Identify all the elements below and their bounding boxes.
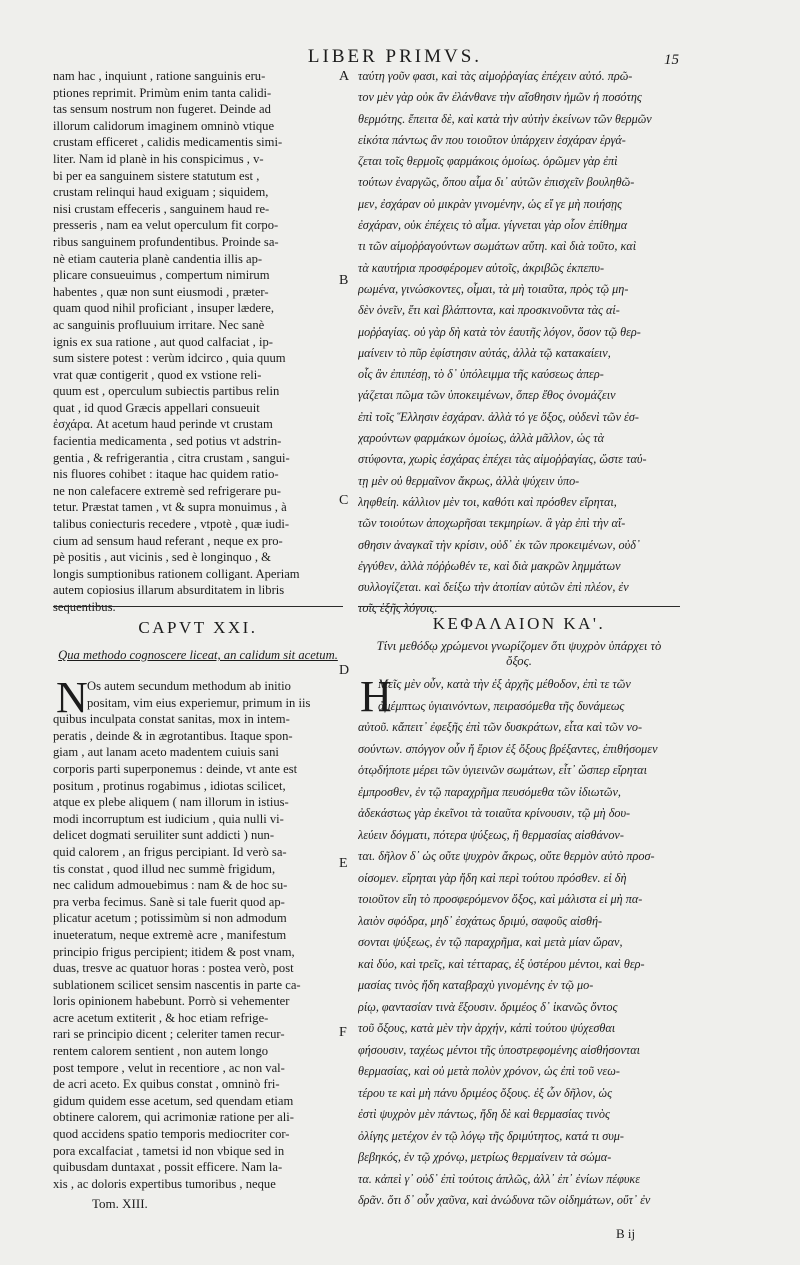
text-line: gidum quidem esse acetum, sed quendam etiam: [53, 1093, 294, 1108]
text-line: τῃ μὲν οὐ θερμαῖνον ἄκρως, ἀλλὰ ψύχειν ὑπο-: [358, 473, 580, 488]
text-line: obtinere calorem, qui acrimoniæ ratione per ali-: [53, 1110, 294, 1125]
text-line: τον μὲν γὰρ οὐκ ἂν ἐλάνθανε τὴν αἴσθησιν ἡμῶν ἡ ποσότης: [358, 90, 642, 105]
text-line: ἐγγύθεν, ἀλλὰ πόῤῥωθέν τε, καὶ διὰ μακρῶν λημμάτων: [358, 558, 621, 573]
text-line: quibusdam duntaxat , possit efficere. Nam la-: [53, 1160, 283, 1175]
text-line: quam quod nihil proficiant , insuper lædere,: [53, 301, 275, 316]
text-line: illorum calidorum imaginem omninò vtique: [53, 118, 275, 133]
text-line: pra verba fecimus. Sanè si tale fuerit quod ap-: [53, 894, 285, 909]
text-line: ληφθείη. κάλλιον μὲν τοι, καθότι καὶ πρόσθεν εἴρηται,: [358, 494, 617, 509]
text-line: ται. δῆλον δ᾽ ὡς οὔτε ψυχρὸν ἄκρως, οὔτε θερμὸν αὐτὸ προσ-: [358, 849, 655, 863]
text-line: tis constat , quod illud nec summè frigidum,: [53, 861, 276, 876]
text-line: loris opinionem habebunt. Porrò si vehementer: [53, 994, 290, 1009]
latin-text-top: [53, 68, 343, 616]
text-line: quat , id quod Græcis appellari consueuit: [53, 400, 260, 415]
text-line: crustam relinqui haud exiguam ; siquidem,: [53, 185, 269, 200]
text-line: ignis ex sua ratione , aut quod calfaciat , ip-: [53, 334, 273, 349]
margin-letter: C: [339, 493, 349, 508]
text-line: autem copiosius illarum absurditatem in libris: [53, 583, 285, 598]
text-line: modi incorruptum est iudicium , quia nulli vi-: [53, 811, 284, 826]
text-line: ἀμέμπτως ὑγιαινόντων, πειρασόμεθα τῆς δυνάμεως: [378, 698, 625, 713]
text-line: atque ex plebe aliquem ( nam illorum in istius-: [53, 795, 289, 810]
text-line: peratis , deinde & in ægrotantibus. Itaque spon-: [53, 728, 293, 743]
text-line: ptiones reprimit. Primùm enim tanta calidi-: [53, 85, 272, 100]
text-line: ὁτῳδήποτε μέρει τῶν ὑγιεινῶν σωμάτων, εἶτ᾽ ὥσπερ εἴρηται: [358, 763, 647, 777]
text-line: talibus coniecturis recedere , vtpotè , quæ iudi-: [53, 517, 290, 532]
running-head: LIBER PRIMVS.: [307, 46, 483, 67]
text-line: sum sistere potest : verùm idcirco , quia quum: [53, 351, 286, 366]
margin-letter: B: [339, 273, 349, 288]
text-line: acre acetum extiterit , & hoc etiam refrige-: [53, 1010, 269, 1025]
text-line: rentem calorem sentient , non autem longo: [53, 1044, 269, 1059]
drop-cap: Η: [360, 672, 392, 721]
text-line: φήσουσιν, ταχέως μέντοι τῆς ὑποστρεφομένης αἰσθήσονται: [358, 1042, 641, 1057]
text-line: ἐστὶ ψυχρὸν μὲν πάντως, ἤδη δὲ καὶ θερμασίας τινὸς: [358, 1107, 610, 1121]
section-rule: [358, 606, 680, 607]
drop-cap: N: [56, 673, 88, 722]
text-line: duas, tresve ac quatuor horas : postea verò, post: [53, 961, 294, 976]
text-line: liter. Nam id planè in his conspicimus , v-: [53, 151, 264, 166]
text-line: sequentibus.: [53, 600, 116, 614]
text-line: χαρούντων φαρμάκων ὁμοίως, ἀλλὰ μᾶλλον, ὡς τὰ: [358, 431, 605, 446]
text-line: Os autem secundum methodum ab initio: [87, 679, 291, 693]
margin-letter: D: [339, 663, 350, 678]
text-line: habentes , quæ non sunt eiusmodi , præter-: [53, 284, 269, 299]
text-line: ρωμένα, γινώσκοντες, οἶμαι, τὰ μὴ τοιαῦτα, πρὸς τῷ μη-: [358, 281, 629, 296]
text-line: gentia , & refrigerantia , citra crustam , sangui-: [53, 450, 290, 465]
text-line: μοῤῥαγίας. οὐ γὰρ δὴ κατὰ τὸν ἑαυτῆς λόγον, ὅσον τῷ θερ-: [358, 324, 641, 339]
text-line: crustam efficeret , calidis medicamentis simi-: [53, 135, 283, 150]
text-line: τῶν τοιούτων ἀποχωρῆσαι τεκμηρίων. ἃ γὰρ ἐπὶ τὴν αἴ-: [358, 516, 626, 531]
text-line: quod accidens spatio temporis mediocriter cor-: [53, 1127, 290, 1142]
text-line: tas sensum nostrum non fugeret. Deinde ad: [53, 102, 271, 117]
text-line: ἐσχάρα. At acetum haud perinde vt crustam: [53, 417, 273, 432]
greek-text-chapter: [358, 674, 680, 1212]
text-line: quibus inculpata constat sanitas, mox in intem-: [53, 712, 290, 727]
text-line: Μεῖς μὲν οὖν, κατὰ τὴν ἐξ ἀρχῆς μέθοδον, ἐπὶ τε τῶν: [378, 677, 631, 691]
text-line: nis fluores cohibet : itaque hac quidem ratio-: [53, 467, 279, 482]
text-line: στύφοντα, χωρὶς ἐσχάρας ἐπέχει τὰς αἱμοῤῥαγίας, ὥστε ταύ-: [358, 452, 647, 467]
text-line: plicare consueuimus , compertum nimirum: [53, 268, 270, 283]
text-line: positum , protinus rogabimus , idiotas scilicet,: [53, 778, 286, 793]
text-line: μασίας τινὸς ἤδη καταβραχὺ γινομένης ἐν τῷ μο-: [358, 978, 594, 992]
text-line: quid calorem , an frigus percipiant. Id verò sa-: [53, 844, 287, 859]
text-line: pè positis , aut vicinis , sed è longinquo , &: [53, 550, 271, 565]
text-line: θερμότης. ἔπειτα δὲ, καὶ κατὰ τὴν αὐτὴν ἐκείνων τῶν θερμῶν: [358, 111, 652, 126]
latin-text-chapter: [53, 673, 343, 1192]
signature-mark: B ij: [616, 1226, 636, 1241]
text-line: καὶ δύο, καὶ τρεῖς, καὶ τέτταρας, ἐξ ὑστέρου μέντοι, καὶ θερ-: [358, 956, 645, 971]
text-line: tetur. Præstat tamen , vt & supra monuimus , à: [53, 500, 287, 515]
page-number: 15: [664, 52, 679, 68]
text-line: τι τῶν αἱμοῤῥαγούντων σωμάτων αὕτη. καὶ διὰ τοῦτο, καὶ: [358, 239, 637, 254]
text-line: nè etiam cauteria planè candentia illis ap-: [53, 251, 263, 266]
text-line: ἀδεκάστως γὰρ ἐκεῖνοι τὰ τοιαῦτα κρίνουσιν, τῷ μὴ δου-: [358, 806, 631, 820]
text-line: nec calidum admouebimus : nam & de hoc su-: [53, 878, 288, 893]
text-line: longis sumptionibus rationem colligant. Aperiam: [53, 566, 300, 581]
text-line: οἷς ἂν ἐπιπέσῃ, τὸ δ᾽ ὑπόλειμμα τῆς καύσεως ἀπερ-: [358, 367, 604, 382]
text-line: giam , aut lanam aceto madentem cuiuis sani: [53, 745, 279, 760]
text-line: δὲν ὀνεῖν, ἔτι καὶ βλάπτοντα, καὶ προσκινοῦντα τὰς αἱ-: [358, 303, 620, 318]
text-line: cium ad sensum haud referant , neque ex pro-: [53, 533, 283, 548]
text-line: τέρου τε καὶ μὴ πάνυ δριμέος ὄξους. ἐξ ὧν δῆλον, ὡς: [358, 1085, 613, 1100]
text-line: principio frigus percipient; itidem & post vnam,: [53, 944, 295, 959]
greek-chapter-title: ΚΕΦΑΛΑΙΟΝ ΚΑ'.: [432, 614, 606, 633]
text-line: vrat quæ contigerit , quod ex vstione reli-: [53, 367, 262, 382]
text-line: αὐτοῦ. κἄπειτ᾽ ἐφεξῆς ἐπὶ τῶν δυσκράτων, εἶτα καὶ τῶν νο-: [358, 720, 643, 734]
text-line: nam hac , inquiunt , ratione sanguinis eru-: [53, 69, 266, 83]
text-line: μαίνειν τὸ πῦρ ἐφίστησιν αὐτάς, ἀλλὰ τῷ κατακαίειν,: [358, 345, 611, 360]
text-line: μεν, ἐσχάραν οὐ μικρὰν γινομένην, ὡς εἴ γε μὴ ποιήσῃς: [358, 196, 623, 211]
latin-chapter-subtitle: Qua methodo cognoscere liceat, an calidum sit acetum.: [58, 648, 338, 662]
text-line: plicatur acetum ; potissimùm si non admodum: [53, 911, 287, 926]
text-line: de acri aceto. Ex quibus constat , omninò fri-: [53, 1077, 280, 1092]
section-rule: [53, 606, 343, 607]
text-line: σθησιν ἀναγκαῖ τὴν κρίσιν, οὐδ᾽ ἐκ τῶν προκειμένων, οὐδ᾽: [358, 537, 640, 552]
text-line: pora excalfaciat , tametsi id non vbique sed in: [53, 1143, 285, 1158]
text-line: ribus sanguinem profundentibus. Proinde sa-: [53, 234, 279, 249]
text-line: τοῦ ὄξους, κατὰ μὲν τὴν ἀρχήν, κἀπὶ τούτου ψύχεσθαι: [358, 1021, 616, 1035]
text-line: positam, vim eius experiemur, primum in iis: [87, 695, 311, 710]
text-line: ἐσχάραν, οὐκ ἐπέχεις τὸ αἷμα. γίγνεται γὰρ οἷον ἐπίθημα: [358, 218, 628, 233]
text-line: δρᾶν. ὅτι δ᾽ οὖν χαῦνα, καὶ ἀνώδυνα τῶν οἰδημάτων, οὔτ᾽ ἐν: [358, 1193, 651, 1207]
volume-mark: Tom. XIII.: [92, 1196, 148, 1211]
text-line: sublationem scilicet sensim nascentis in parte ca-: [53, 977, 301, 992]
text-line: συλλογίζεται. καὶ δείξω τὴν ἀτοπίαν αὐτῶν ἐπὶ πλέον, ἐν: [358, 580, 629, 595]
text-line: delicet dogmati seruiliter sunt addicti ) nun-: [53, 828, 275, 843]
text-line: ne non calefacere extremè sed refrigerare pu-: [53, 483, 281, 498]
text-line: σούντων. σπόγγον οὖν ἤ ἔριον ἐξ ὄξους βρέξαντες, ἐπιθήσομεν: [358, 741, 658, 756]
text-line: post tempore , velut in recentiore , ac non val-: [53, 1060, 285, 1075]
text-line: θερμασίας, καὶ οὐ μετὰ πολὺν χρόνον, ὡς ἐπὶ τοῦ νεω-: [358, 1064, 620, 1078]
greek-text-top: [358, 66, 680, 620]
text-line: εἰκότα πάντως ἂν που τοιοῦτον ὑπάρχειν ἐσχάραν ἐργά-: [358, 132, 626, 147]
margin-letter: F: [339, 1025, 347, 1040]
text-line: τα. κἀπεὶ γ᾽ οὐδ᾽ ἐπὶ τούτοις ἁπλῶς, ἀλλ᾽ ἐπ᾽ ἐνίων πέφυκε: [358, 1171, 641, 1186]
text-line: ἐμπροσθεν, ἐν τῷ παραχρῆμα πευσόμεθα τῶν ἰδιωτῶν,: [358, 784, 621, 799]
text-line: γάζεται πῶμα τῶν ὑποκειμένων, ὅπερ ἔθος ὀνομάζειν: [358, 388, 616, 403]
text-line: σονται ψύξεως, ἐν τῷ παραχρῆμα, καὶ μετὰ μίαν ὥραν,: [358, 935, 623, 949]
text-line: inueteratum, neque extremè acre , manifestum: [53, 927, 287, 942]
text-line: ac sanguinis profluuium irritare. Nec sanè: [53, 317, 265, 332]
text-line: βεβηκός, ἐν τῷ χρόνῳ, μετρίως θερμαίνειν τὰ σώμα-: [358, 1150, 612, 1164]
text-line: οίσομεν. εἴρηται γὰρ ἤδη καὶ περὶ τούτου πρόσθεν. εἰ δὴ: [358, 870, 627, 885]
text-line: ὀλίγης μετέχον ἐν τῷ λόγῳ τῆς δριμύτητος, κατά τι συμ-: [358, 1128, 624, 1143]
text-line: λεύειν δόγματι, πότερα ψύξεως, ἢ θερμασίας αἰσθάνον-: [358, 827, 624, 842]
text-line: ζεται τοῖς θερμοῖς φαρμάκοις ὁμοίως. ὁρῶμεν γὰρ ἐπὶ: [358, 154, 618, 169]
margin-letter: A: [339, 69, 350, 84]
text-line: τὰ καυτήρια προσφέρομεν αὐτοῖς, ἀκριβῶς ἐκπεπυ-: [358, 260, 604, 275]
text-line: τοῖς ἑξῆς λόγοις.: [358, 601, 438, 616]
text-line: bi per ea sanguinem sistere statutum est ,: [53, 168, 260, 183]
text-line: rari se principio dicent ; celeriter tamen recur-: [53, 1027, 285, 1042]
text-line: nisi crustam effeceris , sanguinem haud re-: [53, 201, 270, 216]
text-line: τοιοῦτον εἴη τὸ προσφερόμενον ὄξος, καὶ μάλιστα εἰ μὴ πα-: [358, 892, 643, 906]
text-line: τούτων ἐναργῶς, ὅπου αἷμα δι᾽ αὐτῶν ἐπισχεῖν βουληθῶ-: [358, 175, 635, 190]
text-line: presseris , nam ea velut operculum fit corpo-: [53, 218, 279, 233]
text-line: facientia medicamenta , sed potius vt adstrin-: [53, 434, 282, 449]
text-line: λαιὸν σφόδρα, μηδ᾽ ἐσχάτως δριμύ, σαφοῦς αἰσθή-: [358, 913, 603, 928]
text-line: corporis parti superponemus : deinde, vt ante est: [53, 761, 298, 776]
text-line: xis , ac doloris expertibus tumoribus , neque: [53, 1176, 276, 1191]
greek-chapter-subtitle: Τίνι μεθόδῳ χρώμενοι γνωρίζομεν ὅτι ψυχρὸν ὑπάρχει τὸ ὄξος.: [376, 639, 662, 668]
text-line: quum est , operculum subiectis partibus relin: [53, 384, 280, 399]
text-line: ἐπὶ τοῖς Ἕλλησιν ἐσχάραν. ἀλλὰ τό γε ὄξος, οὐδενὶ τῶν ἐσ-: [358, 409, 639, 424]
text-line: ρίῳ, φαντασίαν τινὰ ἕξουσιν. δριμέος δ᾽ ἱκανῶς ὄντος: [358, 999, 618, 1014]
margin-letter: E: [339, 856, 348, 871]
latin-chapter-title: CAPVT XXI.: [138, 618, 258, 637]
text-line: ταύτη γοῦν φασι, καὶ τὰς αἱμοῤῥαγίας ἐπέχειν αὐτό. πρῶ-: [358, 69, 633, 83]
